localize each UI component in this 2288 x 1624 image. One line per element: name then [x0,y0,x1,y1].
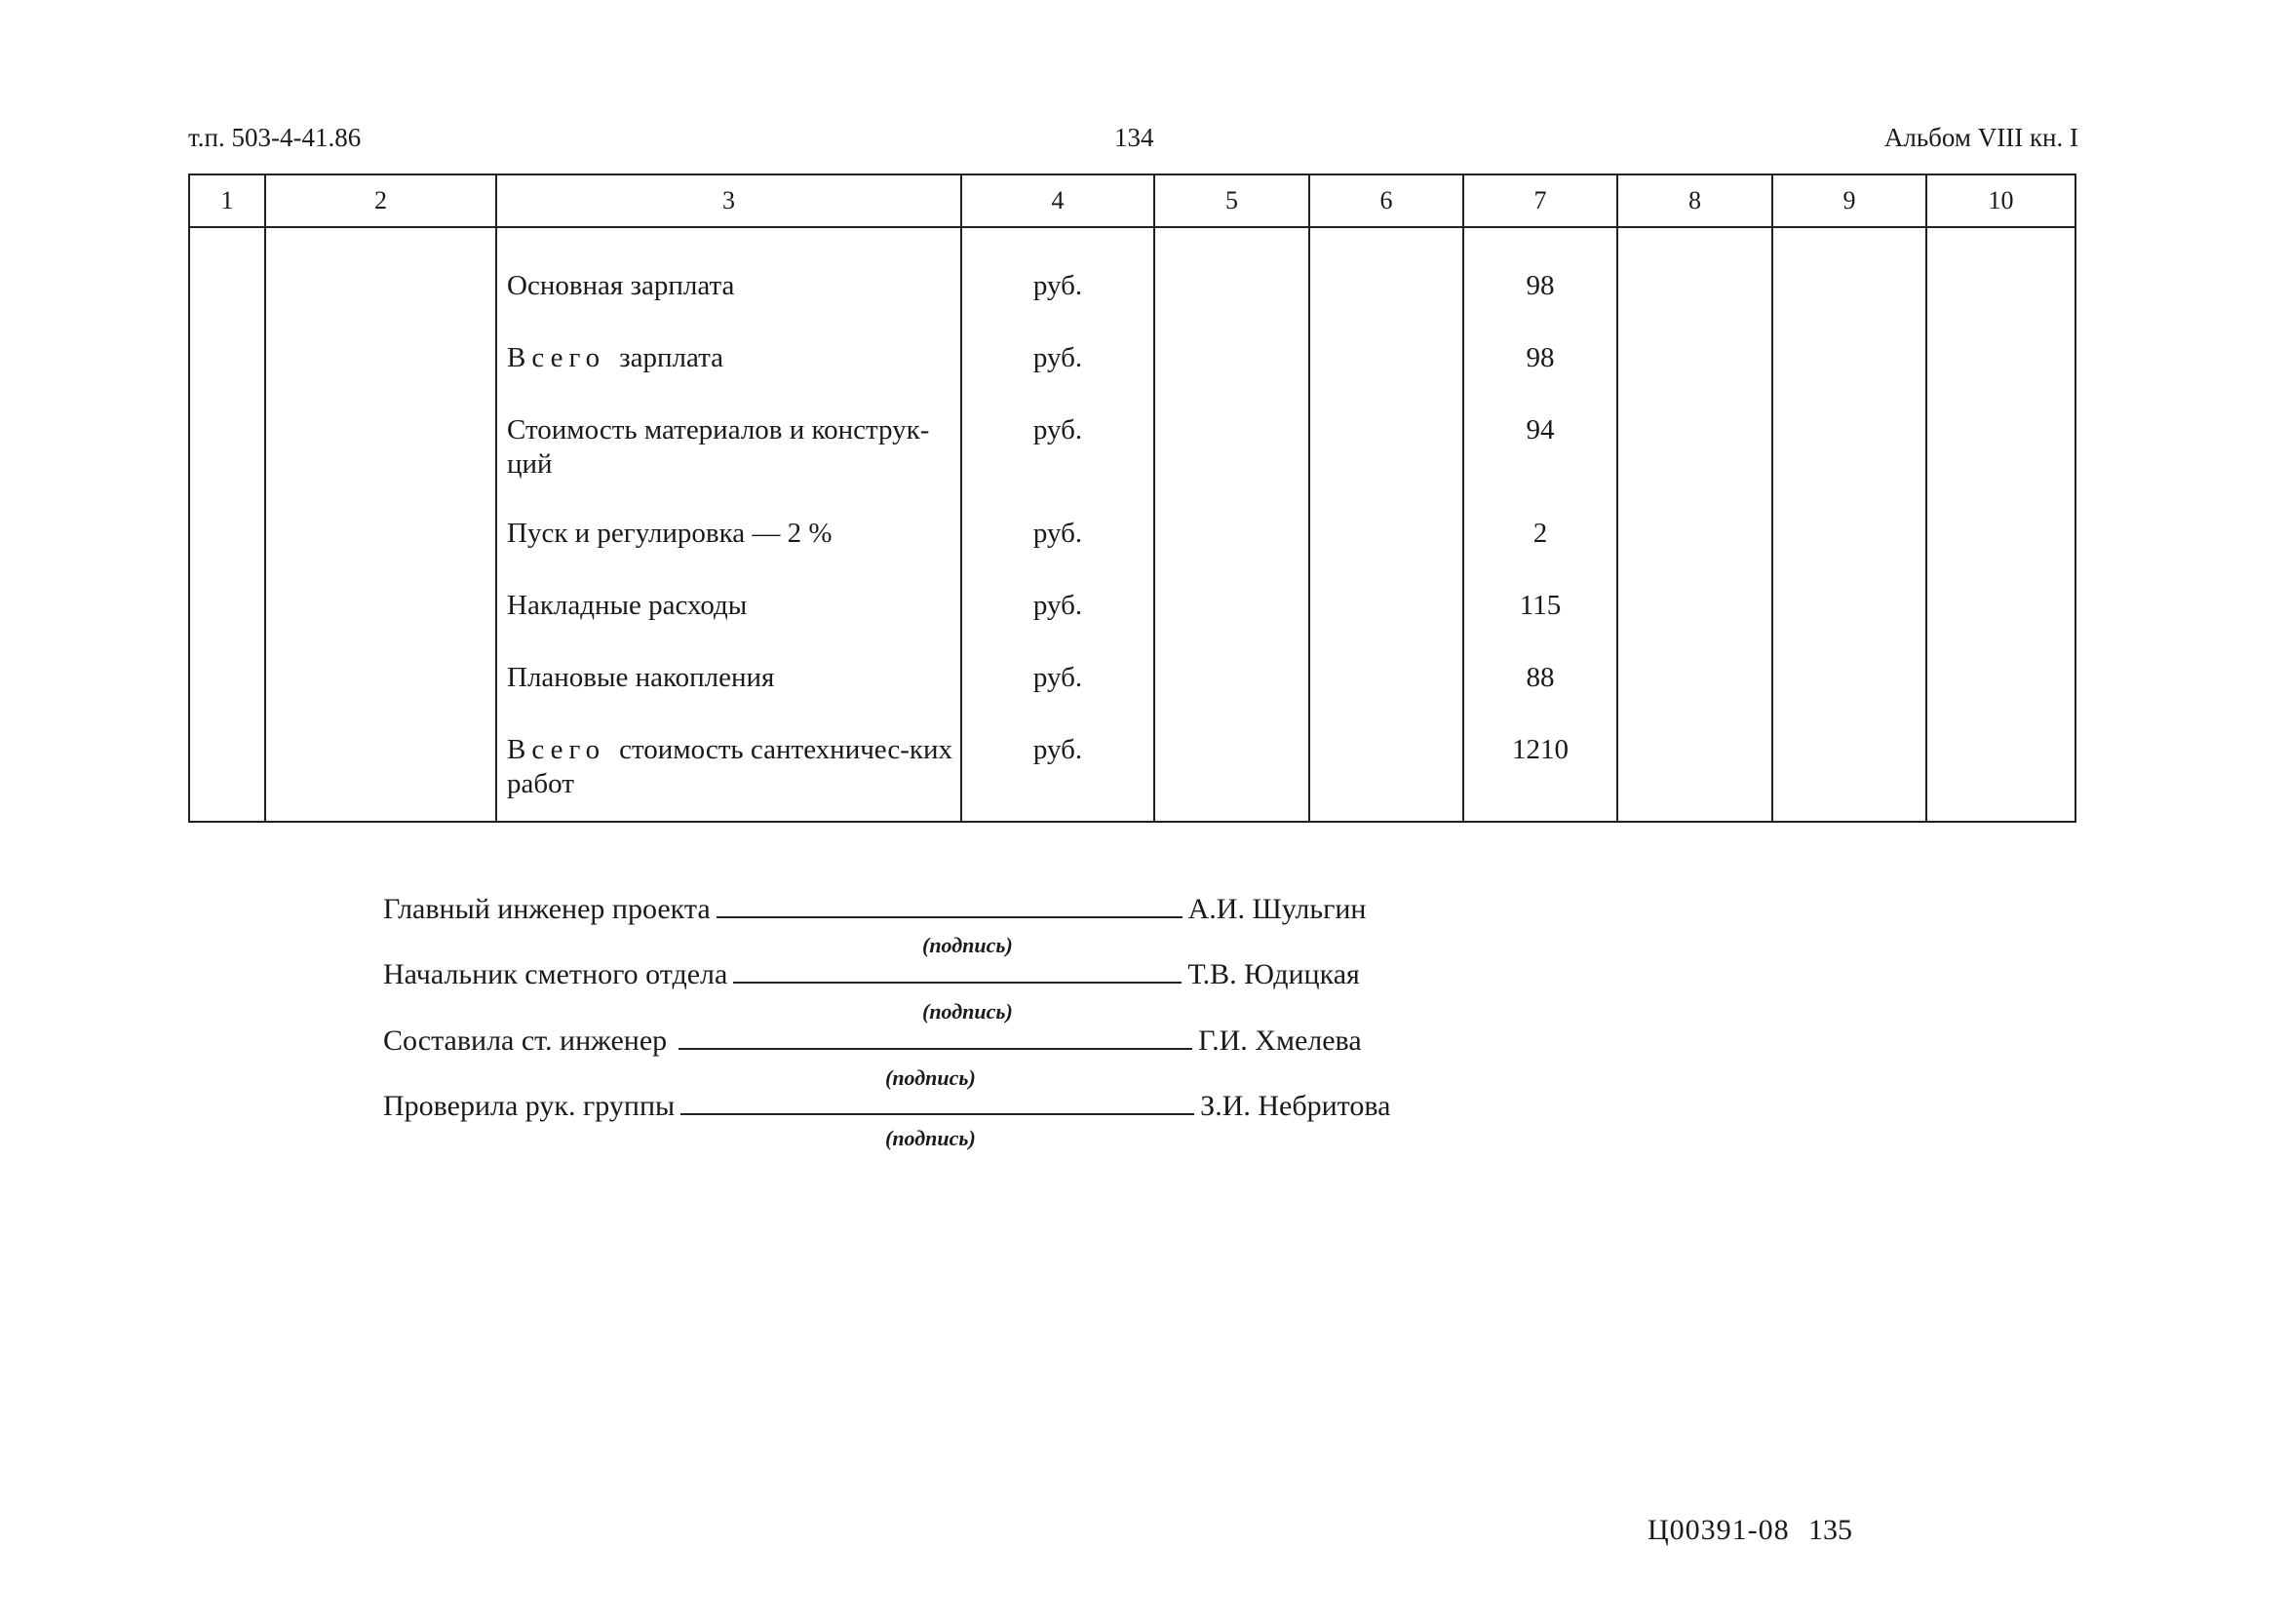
album-reference: Альбом VIII кн. I [1883,123,2078,152]
signature-line [679,1046,1192,1050]
signature-name: Т.В. Юдицкая [1187,958,1360,990]
unit-cell: руб. [1032,734,1083,765]
empty-cell [1154,227,1309,822]
unit-cell: руб. [1032,342,1083,373]
signature-caption: (подпись) [885,1126,976,1150]
description-cell: Стоимость материалов и конструк-ций [507,414,930,480]
description-text: стоимость сантехничес-ких работ [507,734,953,799]
signature-role: Проверила рук. группы [383,1090,676,1122]
empty-cell [265,227,496,822]
column-header: 3 [496,174,961,227]
signature-caption: (подпись) [922,933,1013,957]
value-cell: 88 [1526,662,1555,693]
unit-column [961,227,1154,822]
spaced-label: Всего [507,342,606,373]
column-number-row [189,174,2075,227]
signature-row [383,1092,1390,1121]
unit-cell: руб. [1032,662,1083,693]
spaced-label: Всего [507,734,606,765]
column-header: 8 [1617,174,1772,227]
signature-role: Главный инженер проекта [383,893,711,925]
signature-row [383,960,1360,989]
value-cell: 115 [1519,590,1562,621]
column-header: 2 [265,174,496,227]
signature-caption: (подпись) [885,1065,976,1090]
signature-line [680,1111,1194,1115]
column-header: 6 [1309,174,1463,227]
signature-row [383,1026,1362,1056]
column-header: 4 [961,174,1154,227]
signature-role: Составила ст. инженер [383,1025,668,1057]
description-cell: Накладные расходы [507,590,748,621]
empty-cell [1309,227,1463,822]
description-cell [497,341,960,413]
column-header: 7 [1463,174,1617,227]
column-header: 1 [189,174,265,227]
unit-cell: руб. [1032,518,1083,549]
description-text: зарплата [619,342,723,373]
value-cell: 1210 [1512,734,1569,765]
description-cell: Пуск и регулировка — 2 % [507,518,833,549]
value-column [1463,227,1617,822]
signature-line [733,980,1182,984]
description-cell: Основная зарплата [507,270,735,301]
value-cell: 94 [1526,414,1555,445]
value-cell: 98 [1526,342,1555,373]
column-header: 10 [1926,174,2075,227]
unit-cell: руб. [1032,414,1083,445]
signature-caption: (подпись) [922,999,1013,1024]
estimate-table [188,174,2076,823]
description-cell [497,733,960,805]
signature-row [383,895,1366,924]
value-cell: 2 [1532,518,1548,549]
table-body-row [189,227,2075,822]
column-header: 9 [1772,174,1926,227]
signature-name: З.И. Небритова [1200,1090,1391,1122]
empty-cell [189,227,265,822]
signature-line [717,914,1183,918]
value-cell: 98 [1526,270,1555,301]
document-code: т.п. 503-4-41.86 [188,123,362,152]
signature-name: Г.И. Хмелева [1198,1025,1362,1057]
archive-code: Ц00391-08 [1648,1514,1790,1546]
signature-role: Начальник сметного отдела [383,958,728,990]
column-header: 5 [1154,174,1309,227]
page-number: 134 [1114,123,1154,152]
empty-cell [1772,227,1926,822]
description-cell: Плановые накопления [507,662,775,693]
empty-cell [1926,227,2075,822]
empty-cell [1617,227,1772,822]
signature-name: А.И. Шульгин [1187,893,1367,925]
unit-cell: руб. [1032,590,1083,621]
archive-page-number: 135 [1808,1514,1852,1546]
unit-cell: руб. [1032,270,1083,301]
description-column [496,227,961,822]
